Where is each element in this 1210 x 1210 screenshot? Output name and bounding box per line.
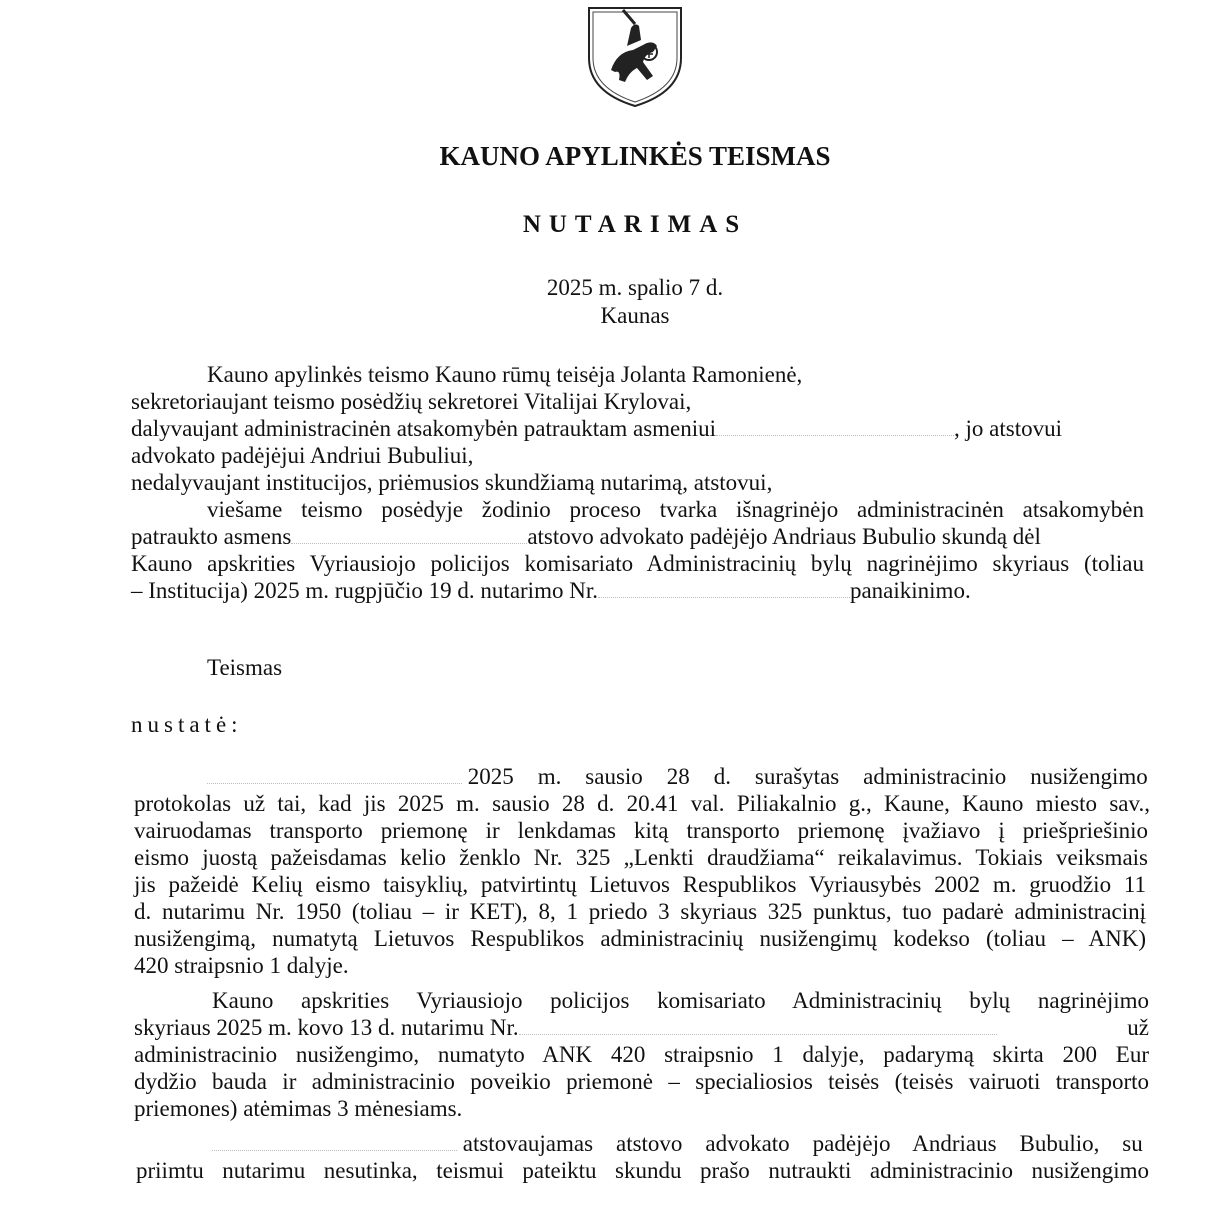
body-p3-line-1-text: atstovaujamas atstovo advokato padėjėjo Andriaus Bubulio, su bbox=[462, 1131, 1143, 1156]
body-p2-line-2-end: už bbox=[1127, 1015, 1149, 1040]
intro-line-3 bbox=[131, 416, 1062, 442]
body-p2-line-3: administracinio nusižengimo, numatyto ANK 420 straipsnio 1 dalyje, padarymą skirta 200 Eur bbox=[134, 1042, 1149, 1067]
body-p1-line-5: jis pažeidė Kelių eismo taisyklių, patvirtintų Lietuvos Respublikos Vyriausybės 2002 m. gruodžio 11 bbox=[134, 872, 1146, 897]
intro-line-9-end: panaikinimo. bbox=[849, 578, 971, 603]
intro-line-7-end: atstovo advokato padėjėjo Andriaus Bubulio skundą dėl bbox=[527, 524, 1041, 549]
body-p3-line-1 bbox=[212, 1131, 1149, 1157]
body-p1-line-2: protokolas už tai, kad jis 2025 m. sausio 28 d. 20.41 val. Piliakalnio g., Kaune, Kauno miesto sav., bbox=[134, 791, 1150, 816]
intro-line-7 bbox=[131, 524, 1041, 550]
body-p3-line-2: priimtu nutarimu nesutinka, teismui pateiktu skundu prašo nutraukti administracinio nusižengimo bbox=[136, 1158, 1149, 1183]
intro-line-3-end: , jo atstovui bbox=[954, 416, 1063, 441]
intro-line-7-start: patraukto asmens bbox=[131, 524, 292, 549]
body-p2-line-4: dydžio bauda ir administracinio poveikio priemonė – specialiosios teisės (teisės vairuoti transporto bbox=[134, 1069, 1149, 1094]
body-p1-line-8: 420 straipsnio 1 dalyje. bbox=[134, 953, 349, 978]
body-p1-line-6: d. nutarimu Nr. 1950 (toliau – ir KET), 8, 1 priedo 3 skyriaus 325 punktus, tuo padarė administracinį bbox=[134, 899, 1146, 924]
intro-line-5: nedalyvaujant institucijos, priėmusios skundžiamą nutarimą, atstovui, bbox=[131, 470, 773, 495]
body-p1-line-3: vairuodamas transporto priemonę ir lenkdamas kitą transporto priemonę įvažiavo į priešpriešinio bbox=[134, 818, 1148, 843]
lithuania-coat-of-arms-icon bbox=[583, 0, 687, 108]
body-p2-line-5: priemones) atėmimas 3 mėnesiams. bbox=[134, 1096, 463, 1121]
redacted-name bbox=[291, 533, 527, 544]
intro-line-8: Kauno apskrities Vyriausiojo policijos komisariato Administracinių bylų nagrinėjimo skyriaus (toliau bbox=[131, 551, 1144, 576]
redacted-name bbox=[207, 773, 462, 784]
body-p1-line-1-text: 2025 m. sausio 28 d. surašytas administracinio nusižengimo bbox=[467, 764, 1148, 789]
intro-line-9-start: – Institucija) 2025 m. rugpjūčio 19 d. nutarimo Nr. bbox=[131, 578, 598, 603]
redacted-number bbox=[598, 587, 850, 598]
intro-line-2: sekretoriaujant teismo posėdžių sekretorei Vitalijai Krylovai, bbox=[131, 389, 692, 414]
document-type: NUTARIMAS bbox=[522, 211, 748, 238]
document-place: Kaunas bbox=[600, 303, 670, 328]
intro-line-3-start: dalyvaujant administracinėn atsakomybėn patrauktam asmeniui bbox=[131, 416, 717, 441]
intro-line-4: advokato padėjėjui Andriui Bubuliui, bbox=[131, 443, 474, 468]
court-name: KAUNO APYLINKĖS TEISMAS bbox=[439, 141, 831, 171]
intro-line-1: Kauno apylinkės teismo Kauno rūmų teisėja Jolanta Ramonienė, bbox=[207, 362, 803, 387]
redacted-name bbox=[716, 425, 954, 436]
body-p2-line-1: Kauno apskrities Vyriausiojo policijos komisariato Administracinių bylų nagrinėjimo bbox=[212, 988, 1149, 1013]
body-p1-line-1 bbox=[207, 764, 1152, 790]
document-date: 2025 m. spalio 7 d. bbox=[546, 275, 724, 300]
intro-line-9 bbox=[131, 578, 971, 604]
established-label: nustatė: bbox=[131, 712, 243, 737]
body-p2-line-2 bbox=[134, 1015, 1149, 1041]
intro-line-6: viešame teismo posėdyje žodinio proceso tvarka išnagrinėjo administracinėn atsakomybėn bbox=[207, 497, 1144, 522]
court-label: Teismas bbox=[207, 655, 283, 680]
body-p1-line-7: nusižengimą, numatytą Lietuvos Respublikos administracinių nusižengimų kodekso (toliau – ANK) bbox=[134, 926, 1146, 951]
redacted-number-name bbox=[519, 1024, 997, 1035]
body-p1-line-4: eismo juostą pažeisdamas kelio ženklo Nr. 325 „Lenkti draudžiama“ reikalavimus. Tokiais veiksmais bbox=[134, 845, 1148, 870]
body-p2-line-2-start: skyriaus 2025 m. kovo 13 d. nutarimu Nr. bbox=[134, 1015, 519, 1040]
redacted-name bbox=[212, 1140, 457, 1151]
